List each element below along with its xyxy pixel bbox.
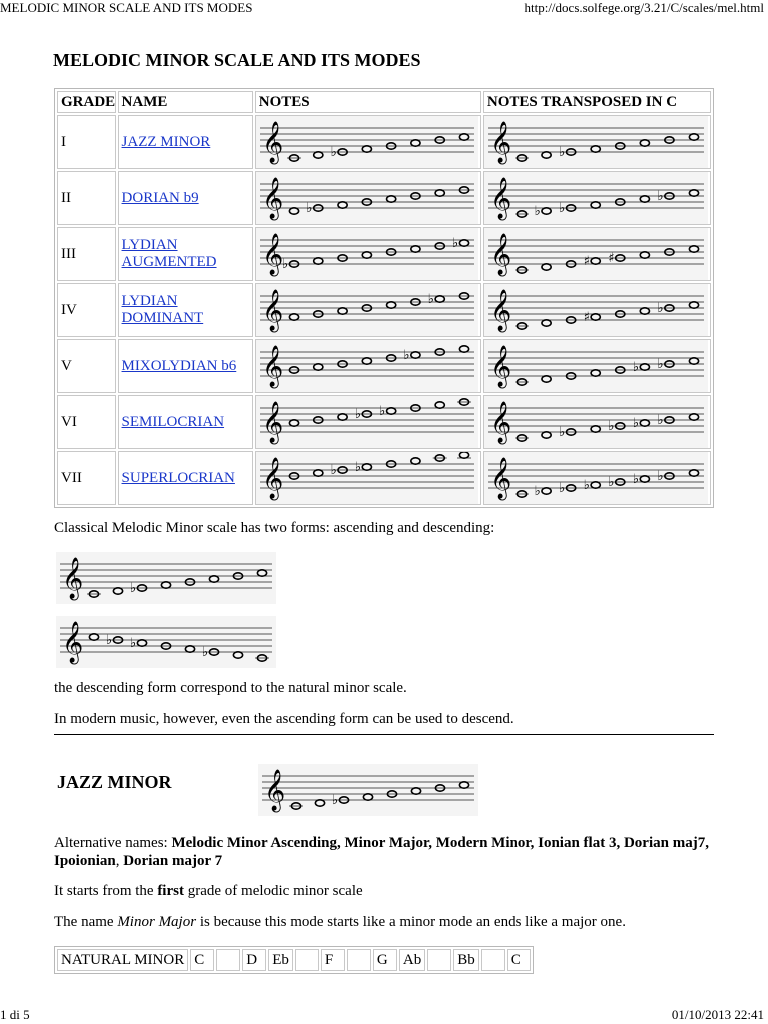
page-header-url: http://docs.solfege.org/3.21/C/scales/mel.html xyxy=(524,0,764,15)
grade-cell: I xyxy=(57,115,116,169)
notes-staff-cell xyxy=(255,339,481,393)
flat-icon: ♭ xyxy=(281,257,288,272)
paragraph-forms: Classical Melodic Minor scale has two forms: ascending and descending: xyxy=(54,520,495,536)
staff-image xyxy=(256,452,478,504)
note-name-cell xyxy=(481,949,505,971)
sharp-icon: ♯ xyxy=(608,251,615,266)
modes-table xyxy=(54,88,714,508)
descending-scale-staff xyxy=(56,616,276,668)
natural-minor-label: NATURAL MINOR xyxy=(57,949,188,971)
section-divider xyxy=(54,734,714,735)
grade-cell: VI xyxy=(57,395,116,449)
name-cell xyxy=(118,227,253,281)
header-name: NAME xyxy=(118,91,253,113)
note-name-cell xyxy=(347,949,371,971)
starts-post: grade of melodic minor scale xyxy=(183,883,363,899)
treble-clef-icon: 𝄞 xyxy=(264,770,286,811)
flat-icon: ♭ xyxy=(130,636,137,651)
paragraph-name xyxy=(54,914,626,931)
treble-clef-icon: 𝄞 xyxy=(261,402,284,443)
name-cell xyxy=(118,395,253,449)
staff-image xyxy=(56,616,276,668)
flat-icon: ♭ xyxy=(378,404,386,419)
sharp-icon: ♯ xyxy=(583,254,590,269)
alternative-names xyxy=(54,834,719,870)
treble-clef-icon: 𝄞 xyxy=(261,234,284,275)
flat-icon: ♭ xyxy=(657,301,664,316)
mode-link[interactable]: LYDIAN DOMINANT xyxy=(121,293,204,326)
flat-icon: ♭ xyxy=(130,581,137,596)
mode-link[interactable]: SEMILOCRIAN xyxy=(121,413,225,430)
note-name-cell: C xyxy=(507,949,531,971)
name-cell xyxy=(118,115,253,169)
flat-icon: ♭ xyxy=(354,460,361,475)
paragraph-starts xyxy=(54,883,363,900)
treble-clef-icon: 𝄞 xyxy=(261,122,284,163)
treble-clef-icon: 𝄞 xyxy=(261,290,284,331)
flat-icon: ♭ xyxy=(657,469,664,484)
treble-clef-icon: 𝄞 xyxy=(261,346,284,387)
flat-icon: ♭ xyxy=(657,189,664,204)
page-header-left: MELODIC MINOR SCALE AND ITS MODES xyxy=(0,0,253,15)
transposed-staff-cell xyxy=(483,227,711,281)
alt-names-list: Melodic Minor Ascending, Minor Major, Modern Minor, Ionian flat 3, Dorian maj7, Ipoionian xyxy=(54,835,709,869)
table-row xyxy=(57,283,711,337)
jazz-minor-staff xyxy=(258,764,478,816)
table-row xyxy=(57,171,711,225)
name-cell xyxy=(118,171,253,225)
flat-icon: ♭ xyxy=(559,425,566,440)
notes-staff-cell xyxy=(255,451,481,505)
notes-staff-cell xyxy=(255,395,481,449)
flat-icon: ♭ xyxy=(354,407,361,422)
paragraph-modern: In modern music, however, even the ascending form can be used to descend. xyxy=(54,711,514,727)
transposed-staff-cell xyxy=(483,283,711,337)
table-row xyxy=(57,339,711,393)
flat-icon: ♭ xyxy=(583,478,590,493)
note-name-cell: D xyxy=(242,949,266,971)
page-footer-number: 1 di 5 xyxy=(0,1007,30,1022)
flat-icon: ♭ xyxy=(534,484,541,499)
grade-cell: V xyxy=(57,339,116,393)
notes-staff-cell xyxy=(255,171,481,225)
treble-clef-icon: 𝄞 xyxy=(489,290,512,331)
mode-link[interactable]: LYDIAN AUGMENTED xyxy=(121,237,217,270)
staff-image xyxy=(484,228,708,280)
grade-cell: VII xyxy=(57,451,116,505)
flat-icon: ♭ xyxy=(306,201,313,216)
staff-image xyxy=(484,284,708,336)
staff-image xyxy=(256,116,478,168)
flat-icon: ♭ xyxy=(608,419,615,434)
natural-minor-table xyxy=(54,946,534,974)
treble-clef-icon: 𝄞 xyxy=(489,122,512,163)
flat-icon: ♭ xyxy=(534,204,541,219)
flat-icon: ♭ xyxy=(330,463,337,478)
name-pre: The name xyxy=(54,914,118,930)
page-footer-date: 01/10/2013 22:41 xyxy=(671,1007,764,1022)
note-name-cell: F xyxy=(321,949,345,971)
flat-icon: ♭ xyxy=(106,633,113,648)
flat-icon: ♭ xyxy=(559,481,566,496)
staff-image xyxy=(256,284,478,336)
treble-clef-icon: 𝄞 xyxy=(489,346,512,387)
staff-image xyxy=(256,396,478,448)
alt-names-label: Alternative names: xyxy=(54,835,172,851)
starts-pre: It starts from the xyxy=(54,883,158,899)
staff-image xyxy=(256,172,478,224)
note-name-cell xyxy=(427,949,451,971)
treble-clef-icon: 𝄞 xyxy=(489,458,512,499)
flat-icon: ♭ xyxy=(559,201,566,216)
starts-bold: first xyxy=(157,883,184,899)
table-row xyxy=(57,115,711,169)
note-name-cell: Bb xyxy=(453,949,479,971)
note-name-cell: Eb xyxy=(268,949,293,971)
flat-icon: ♭ xyxy=(632,472,639,487)
modes-table-header xyxy=(57,91,711,113)
natural-minor-row xyxy=(57,949,531,971)
staff-image xyxy=(484,340,708,392)
treble-clef-icon: 𝄞 xyxy=(261,178,284,219)
name-cell xyxy=(118,451,253,505)
flat-icon: ♭ xyxy=(332,793,339,808)
flat-icon: ♭ xyxy=(657,357,664,372)
treble-clef-icon: 𝄞 xyxy=(489,178,512,219)
flat-icon: ♭ xyxy=(403,348,410,363)
notes-staff-cell xyxy=(255,227,481,281)
table-row xyxy=(57,227,711,281)
paragraph-descending: the descending form correspond to the natural minor scale. xyxy=(54,680,407,696)
staff-image xyxy=(484,172,708,224)
grade-cell: III xyxy=(57,227,116,281)
flat-icon: ♭ xyxy=(657,413,664,428)
transposed-staff-cell xyxy=(483,451,711,505)
staff-image xyxy=(256,228,478,280)
transposed-staff-cell xyxy=(483,171,711,225)
flat-icon: ♭ xyxy=(202,645,209,660)
flat-icon: ♭ xyxy=(632,360,639,375)
note-name-cell xyxy=(295,949,319,971)
sharp-icon: ♯ xyxy=(583,310,590,325)
header-grade: GRADE xyxy=(57,91,116,113)
flat-icon: ♭ xyxy=(330,145,337,160)
staff-image xyxy=(56,552,276,604)
name-post: is because this mode starts like a minor mode an ends like a major one. xyxy=(196,914,626,930)
alt-names-separator: , xyxy=(115,853,124,869)
name-cell xyxy=(118,339,253,393)
flat-icon: ♭ xyxy=(632,416,639,431)
treble-clef-icon: 𝄞 xyxy=(62,622,84,663)
staff-image xyxy=(484,396,708,448)
staff-image xyxy=(484,452,708,504)
note-name-cell: Ab xyxy=(399,949,425,971)
transposed-staff-cell xyxy=(483,395,711,449)
name-italic: Minor Major xyxy=(117,914,197,930)
notes-staff-cell xyxy=(255,283,481,337)
mode-link[interactable]: JAZZ MINOR xyxy=(121,133,211,150)
header-notes: NOTES xyxy=(255,91,481,113)
name-cell xyxy=(118,283,253,337)
notes-staff-cell xyxy=(255,115,481,169)
note-name-cell: C xyxy=(190,949,214,971)
page-title: MELODIC MINOR SCALE AND ITS MODES xyxy=(53,50,421,70)
flat-icon: ♭ xyxy=(559,145,566,160)
treble-clef-icon: 𝄞 xyxy=(489,234,512,275)
mode-link[interactable]: SUPERLOCRIAN xyxy=(121,469,235,486)
treble-clef-icon: 𝄞 xyxy=(489,402,512,443)
ascending-scale-staff xyxy=(56,552,276,604)
grade-cell: IV xyxy=(57,283,116,337)
grade-cell: II xyxy=(57,171,116,225)
staff-image xyxy=(484,116,708,168)
treble-clef-icon: 𝄞 xyxy=(62,558,84,599)
mode-link[interactable]: DORIAN b9 xyxy=(121,189,199,206)
transposed-staff-cell xyxy=(483,115,711,169)
note-name-cell: G xyxy=(373,949,397,971)
table-row xyxy=(57,451,711,505)
flat-icon: ♭ xyxy=(608,475,615,490)
transposed-staff-cell xyxy=(483,339,711,393)
mode-link[interactable]: MIXOLYDIAN b6 xyxy=(121,357,237,374)
alt-names-last: Dorian major 7 xyxy=(123,853,223,869)
treble-clef-icon: 𝄞 xyxy=(261,458,284,499)
flat-icon: ♭ xyxy=(427,292,434,307)
note-name-cell xyxy=(216,949,240,971)
flat-icon: ♭ xyxy=(451,236,458,251)
staff-image xyxy=(256,340,478,392)
table-row xyxy=(57,395,711,449)
section-title-jazz-minor: JAZZ MINOR xyxy=(57,772,172,792)
header-notes-transposed: NOTES TRANSPOSED IN C xyxy=(483,91,711,113)
staff-image xyxy=(258,764,478,816)
